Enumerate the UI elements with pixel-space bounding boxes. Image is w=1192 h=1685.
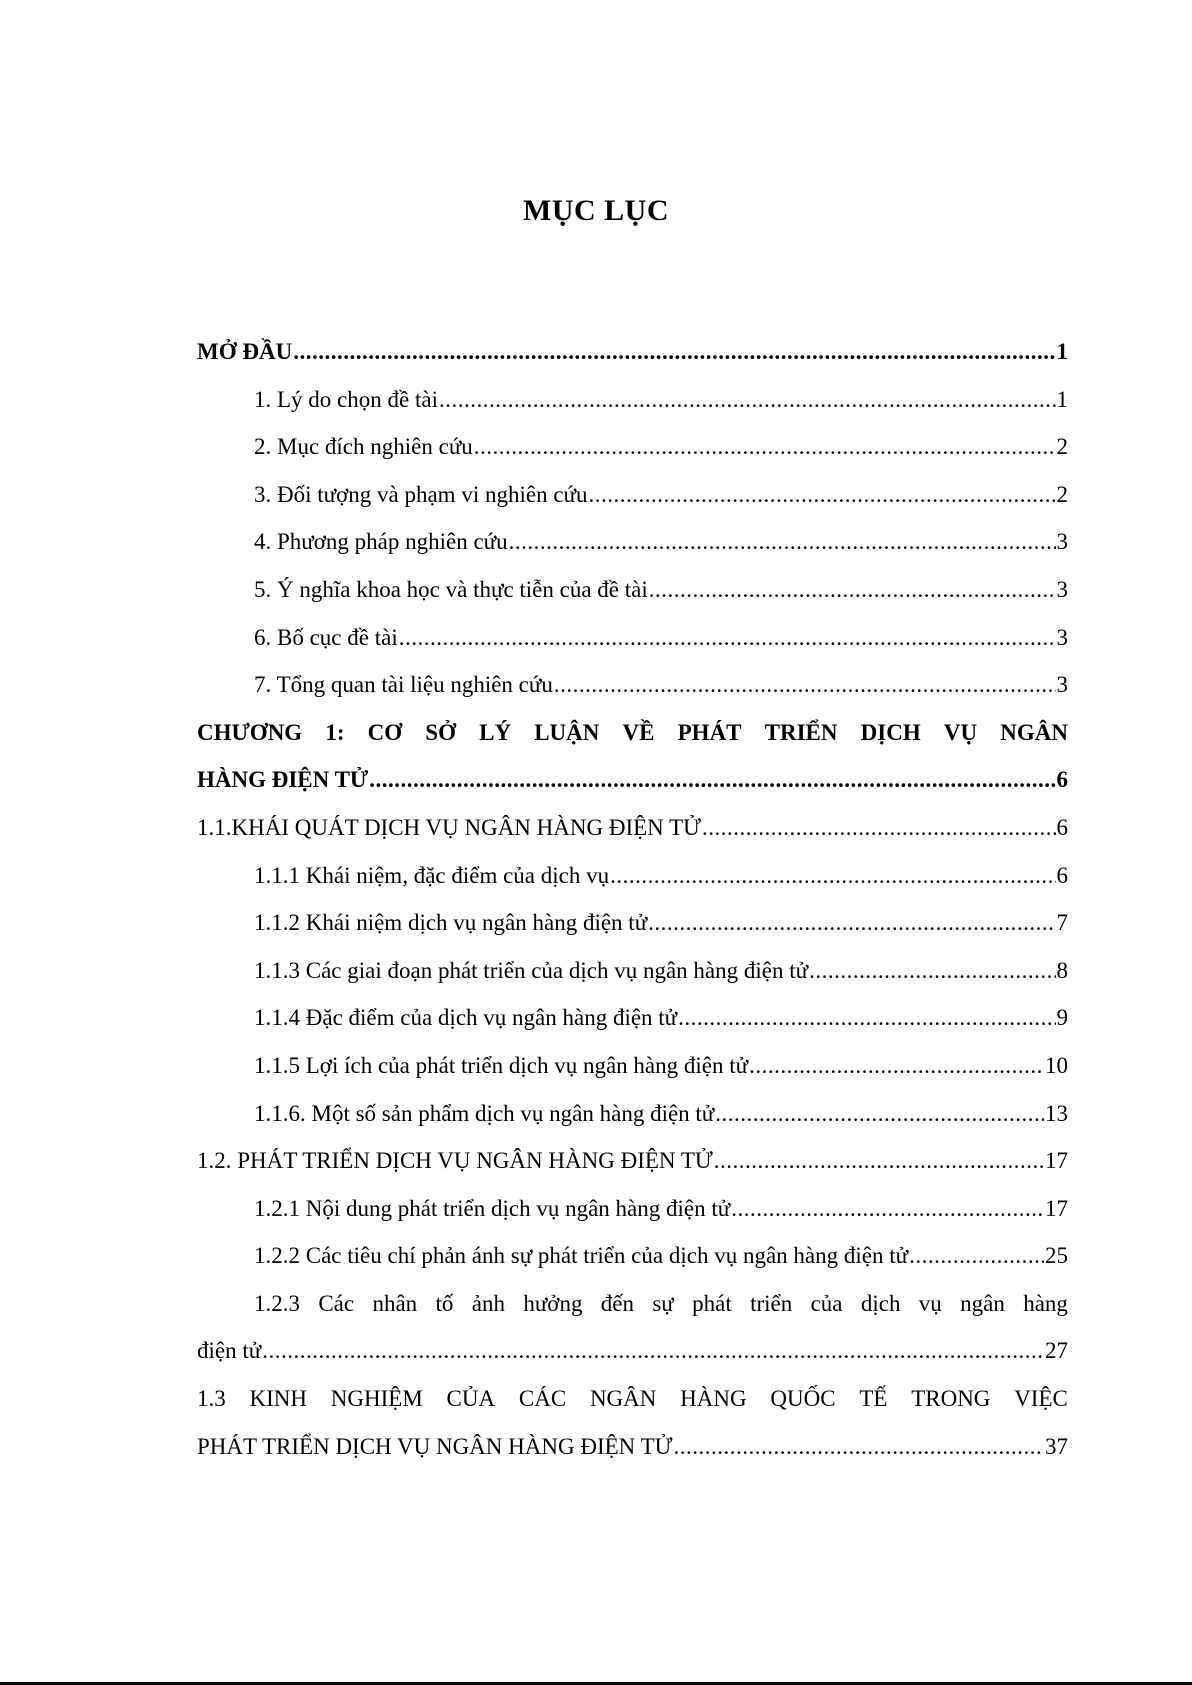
toc-page-number: 27 <box>1045 1338 1068 1364</box>
toc-page-number: 3 <box>1056 576 1068 602</box>
dot-leader <box>610 852 1055 900</box>
dot-leader <box>809 947 1055 995</box>
title-word: SỞ <box>425 719 456 745</box>
toc-page-number: 9 <box>1056 1005 1068 1031</box>
toc-page-number: 2 <box>1056 434 1068 460</box>
toc-entry[interactable] <box>197 1185 1068 1233</box>
toc-entry[interactable] <box>197 899 1068 947</box>
toc-page-number: 1 <box>1056 339 1068 364</box>
toc-page-number: 3 <box>1056 624 1068 650</box>
title-word: PHÁT <box>677 719 742 745</box>
toc-entry-label: 7. Tổng quan tài liệu nghiên cứu <box>254 672 553 698</box>
toc-entry-chapter-1-cont[interactable] <box>197 756 1068 804</box>
title-word: ảnh <box>471 1290 505 1316</box>
title-word: của <box>810 1290 843 1316</box>
toc-entry-1-2-3[interactable] <box>197 1280 1068 1328</box>
toc-entry-label: 1.2.2 Các tiêu chí phản ánh sự phát triển của dịch vụ ngân hàng điện tử <box>254 1243 909 1269</box>
toc-entry-section-1-3[interactable] <box>197 1375 1068 1423</box>
title-word: NGÂN <box>589 1386 657 1412</box>
title-word: CƠ <box>367 719 403 745</box>
toc-entry-label: 1.1.4 Đặc điểm của dịch vụ ngân hàng điện tử <box>254 1005 678 1031</box>
toc-page-number: 25 <box>1045 1243 1068 1269</box>
toc-page-number: 17 <box>1045 1195 1068 1221</box>
toc-entry-label: 1.1.KHÁI QUÁT DỊCH VỤ NGÂN HÀNG ĐIỆN TỬ <box>197 814 702 840</box>
toc-entry[interactable] <box>197 518 1068 566</box>
title-word: CHƯƠNG <box>197 719 303 745</box>
dot-leader <box>649 566 1056 614</box>
toc-entry-label: 4. Phương pháp nghiên cứu <box>254 529 508 555</box>
dot-leader <box>678 994 1055 1042</box>
toc-entry[interactable] <box>197 994 1068 1042</box>
dot-leader <box>674 1423 1045 1471</box>
toc-entry-label: điện tử <box>197 1338 262 1364</box>
dot-leader <box>554 661 1056 709</box>
title-word: hưởng <box>523 1290 583 1316</box>
title-word: HÀNG <box>680 1386 747 1412</box>
toc-entry[interactable] <box>197 614 1068 662</box>
toc-entry[interactable] <box>197 661 1068 709</box>
toc-page-number: 37 <box>1045 1433 1068 1459</box>
title-word: triển <box>750 1290 793 1316</box>
page-title: MỤC LỤC <box>523 194 669 227</box>
dot-leader <box>474 423 1056 471</box>
toc-entry[interactable] <box>197 947 1068 995</box>
title-word: CÁC <box>518 1386 567 1412</box>
item-1-2-3-line-1 <box>197 1280 1068 1328</box>
toc-page-number: 2 <box>1056 481 1068 507</box>
title-word: sự <box>652 1290 674 1316</box>
toc-page-number: 6 <box>1056 767 1068 793</box>
title-word: vụ <box>918 1290 942 1316</box>
title-word: 1.3 <box>197 1386 226 1412</box>
toc-page-number: 1 <box>1056 386 1068 412</box>
title-word: DỊCH <box>860 719 921 745</box>
dot-leader <box>262 1327 1044 1375</box>
dot-leader <box>714 1137 1044 1185</box>
title-word: TRONG <box>911 1386 991 1412</box>
toc-entry-label: 1.1.3 Các giai đoạn phát triển của dịch vụ ngân hàng điện tử <box>254 957 809 983</box>
dot-leader <box>648 899 1055 947</box>
title-word: hàng <box>1023 1290 1068 1316</box>
toc-entry-label: 1.1.1 Khái niệm, đặc điểm của dịch vụ <box>254 862 610 888</box>
toc-entry-label: 1.1.5 Lợi ích của phát triển dịch vụ ngân hàng điện tử <box>254 1052 749 1078</box>
toc-entry[interactable] <box>197 852 1068 900</box>
toc-entry-label: 1.1.2 Khái niệm dịch vụ ngân hàng điện tử <box>254 910 648 936</box>
dot-leader <box>509 518 1056 566</box>
toc-entry-1-2-3-cont[interactable] <box>197 1327 1068 1375</box>
table-of-contents <box>197 328 1068 1470</box>
toc-page-number: 6 <box>1056 814 1068 840</box>
title-word: NGÂN <box>1000 719 1068 745</box>
title-word: 1: <box>325 719 345 745</box>
title-word: 1.2.3 <box>254 1290 300 1316</box>
dot-leader <box>439 376 1056 424</box>
toc-entry-label: 3. Đối tượng và phạm vi nghiên cứu <box>254 481 588 507</box>
title-word: TRIỂN <box>764 719 838 745</box>
toc-entry-chapter-1[interactable] <box>197 709 1068 757</box>
toc-page-number: 17 <box>1045 1148 1068 1174</box>
title-word: đến <box>600 1290 635 1316</box>
toc-entry-mo-dau[interactable] <box>197 328 1068 376</box>
section-1-3-line-1 <box>197 1375 1068 1423</box>
title-word: ngân <box>960 1290 1005 1316</box>
dot-leader <box>589 471 1056 519</box>
toc-entry-section-1-2[interactable] <box>197 1137 1068 1185</box>
toc-entry-label: 1.2. PHÁT TRIỂN DỊCH VỤ NGÂN HÀNG ĐIỆN TỬ <box>197 1148 713 1174</box>
dot-leader <box>731 1185 1044 1233</box>
title-word: VỤ <box>943 719 978 745</box>
title-word: dịch <box>860 1290 901 1316</box>
dot-leader <box>702 804 1055 852</box>
dot-leader <box>909 1232 1044 1280</box>
toc-page-number: 8 <box>1056 957 1068 983</box>
toc-entry[interactable] <box>197 1232 1068 1280</box>
toc-page-number: 13 <box>1045 1100 1068 1126</box>
toc-entry[interactable] <box>197 376 1068 424</box>
toc-entry-section-1-1[interactable] <box>197 804 1068 852</box>
title-word: CỦA <box>446 1386 496 1412</box>
title-word: VIỆC <box>1014 1386 1068 1412</box>
toc-entry-label: 1.1.6. Một số sản phẩm dịch vụ ngân hàng điện tử <box>254 1100 715 1126</box>
toc-entry-label: PHÁT TRIỂN DỊCH VỤ NGÂN HÀNG ĐIỆN TỬ <box>197 1433 673 1459</box>
toc-entry[interactable] <box>197 471 1068 519</box>
toc-page-number: 7 <box>1056 910 1068 936</box>
title-word: TẾ <box>859 1386 888 1412</box>
toc-page-number: 3 <box>1056 529 1068 555</box>
toc-entry-section-1-3-cont[interactable] <box>197 1423 1068 1471</box>
toc-entry-label: MỞ ĐẦU <box>197 339 293 364</box>
dot-leader <box>369 756 1055 804</box>
title-word: QUỐC <box>770 1386 836 1412</box>
dot-leader <box>399 614 1056 662</box>
toc-entry[interactable] <box>197 1042 1068 1090</box>
title-word: Các <box>318 1290 355 1316</box>
toc-entry-label: HÀNG ĐIỆN TỬ <box>197 767 369 793</box>
toc-entry-label: 1.2.1 Nội dung phát triển dịch vụ ngân hàng điện tử <box>254 1195 731 1221</box>
toc-entry-label: 2. Mục đích nghiên cứu <box>254 434 473 460</box>
title-word: LÝ <box>479 719 512 745</box>
title-word: nhân <box>372 1290 418 1316</box>
toc-entry-label: 1. Lý do chọn đề tài <box>254 386 438 412</box>
dot-leader <box>749 1042 1044 1090</box>
title-word: LUẬN <box>534 719 600 745</box>
toc-entry-label: 5. Ý nghĩa khoa học và thực tiễn của đề tài <box>254 576 648 602</box>
chapter-1-title-line-1 <box>197 709 1068 757</box>
toc-entry[interactable] <box>197 566 1068 614</box>
title-word: VỀ <box>622 719 655 745</box>
toc-entry-label: 6. Bố cục đề tài <box>254 624 398 650</box>
dot-leader <box>715 1090 1044 1138</box>
title-word: phát <box>692 1290 732 1316</box>
dot-leader <box>293 328 1055 376</box>
toc-page-number: 3 <box>1056 672 1068 698</box>
title-word: KINH <box>249 1386 308 1412</box>
toc-entry[interactable] <box>197 423 1068 471</box>
toc-entry[interactable] <box>197 1090 1068 1138</box>
title-word: NGHIỆM <box>330 1386 423 1412</box>
toc-page-number: 6 <box>1056 862 1068 888</box>
title-word: tố <box>435 1290 454 1316</box>
toc-page-number: 10 <box>1045 1052 1068 1078</box>
